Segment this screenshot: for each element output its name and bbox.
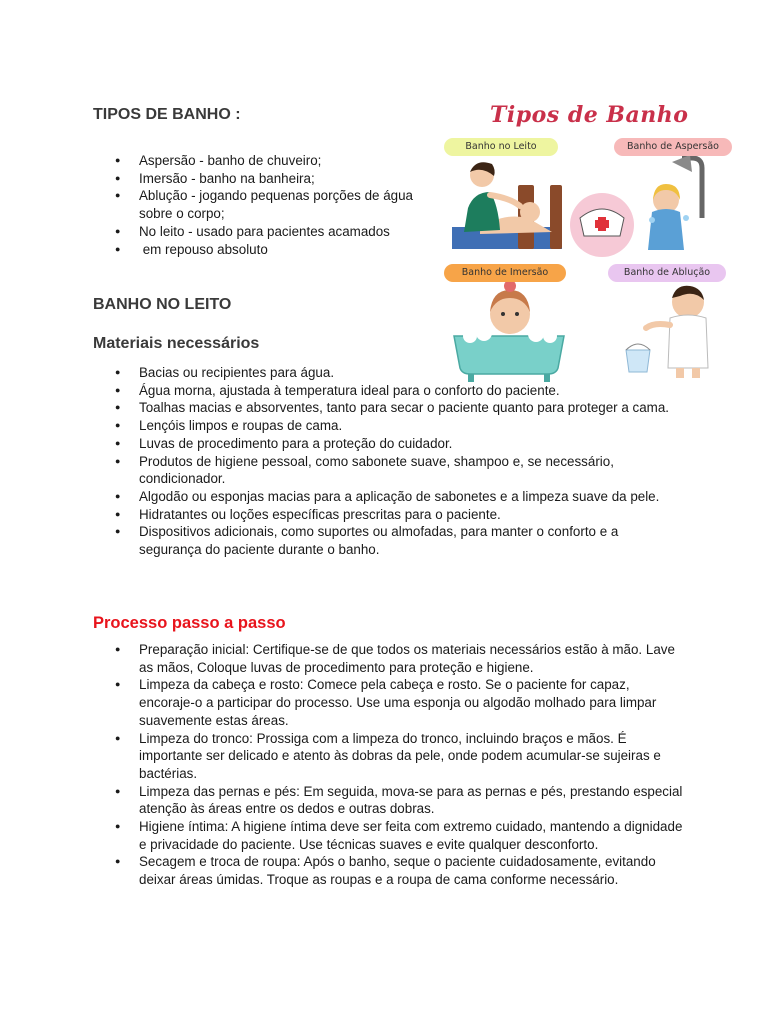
banho-no-leito-heading: BANHO NO LEITO [93,296,232,313]
list-item: ● Preparação inicial: Certifique-se de que todos os materiais necessários estão à mão. Lave as mãos, Coloque luvas de procedimento para proteção e higiene. [93,641,683,676]
processo-heading: Processo passo a passo [93,614,286,632]
list-item: ● Secagem e troca de roupa: Após o banho, seque o paciente cuidadosamente, evitando deixar áreas úmidas. Troque as roupas e a roupa de cama conforme necessário. [93,853,683,888]
list-item: ● Bacias ou recipientes para água. [93,364,683,382]
tipos-heading: TIPOS DE BANHO : [93,106,241,123]
list-item: ● Limpeza do tronco: Prossiga com a limpeza do tronco, incluindo braços e mãos. É importante ser delicado e atento às dobras da pele, onde podem acumular-se sujeiras e bactérias. [93,730,683,783]
list-item: ● Luvas de procedimento para a proteção do cuidador. [93,435,683,453]
tipos-list [93,152,423,258]
list-item: ● Toalhas macias e absorventes, tanto para secar o paciente quanto para proteger a cama. [93,399,683,417]
list-item: ● Dispositivos adicionais, como suportes ou almofadas, para manter o conforto e a segurança do paciente durante o banho. [93,523,683,558]
list-item: ● Limpeza da cabeça e rosto: Comece pela cabeça e rosto. Se o paciente for capaz, encoraje-o a participar do processo. Use uma esponja ou algodão molhado para limpar suavemente estas áreas. [93,676,683,729]
label-banho-de-aspersao: Banho de Aspersão [614,138,732,156]
list-item: ● Produtos de higiene pessoal, como sabonete suave, shampoo e, se necessário, condicionador. [93,453,683,488]
list-item: ● Ablução - jogando pequenas porções de água sobre o corpo; [93,187,423,222]
list-item: ● Hidratantes ou loções específicas prescritas para o paciente. [93,506,683,524]
label-banho-no-leito: Banho no Leito [444,138,558,156]
materiais-list [93,364,683,559]
list-item: ● Higiene íntima: A higiene íntima deve ser feita com extremo cuidado, mantendo a dignidade e privacidade do paciente. Use técnicas suaves e evite qualquer desconforto. [93,818,683,853]
list-item: ● Lençóis limpos e roupas de cama. [93,417,683,435]
processo-list [93,641,683,889]
shower-child-illustration [648,155,702,250]
list-item: ● Algodão ou esponjas macias para a aplicação de sabonetes e a limpeza suave da pele. [93,488,683,506]
label-banho-de-imersao: Banho de Imersão [444,264,566,282]
list-item: ● Limpeza das pernas e pés: Em seguida, mova-se para as pernas e pés, prestando especial atenção às áreas entre os dedos e outras dobras. [93,783,683,818]
list-item: ● Imersão - banho na banheira; [93,170,423,188]
list-item: ● No leito - usado para pacientes acamados [93,223,423,241]
materiais-heading: Materiais necessários [93,335,260,352]
infographic-title: Tipos de Banho [490,102,689,128]
list-item-continuation: ● em repouso absoluto [93,241,423,259]
nurse-cap-illustration [570,193,634,257]
list-item: ● Água morna, ajustada à temperatura ideal para o conforto do paciente. [93,382,683,400]
label-banho-de-ablucao: Banho de Ablução [608,264,726,282]
list-item: ● Aspersão - banho de chuveiro; [93,152,423,170]
bath-types-infographic [440,100,740,385]
nurse-patient-bed-illustration [452,162,562,249]
